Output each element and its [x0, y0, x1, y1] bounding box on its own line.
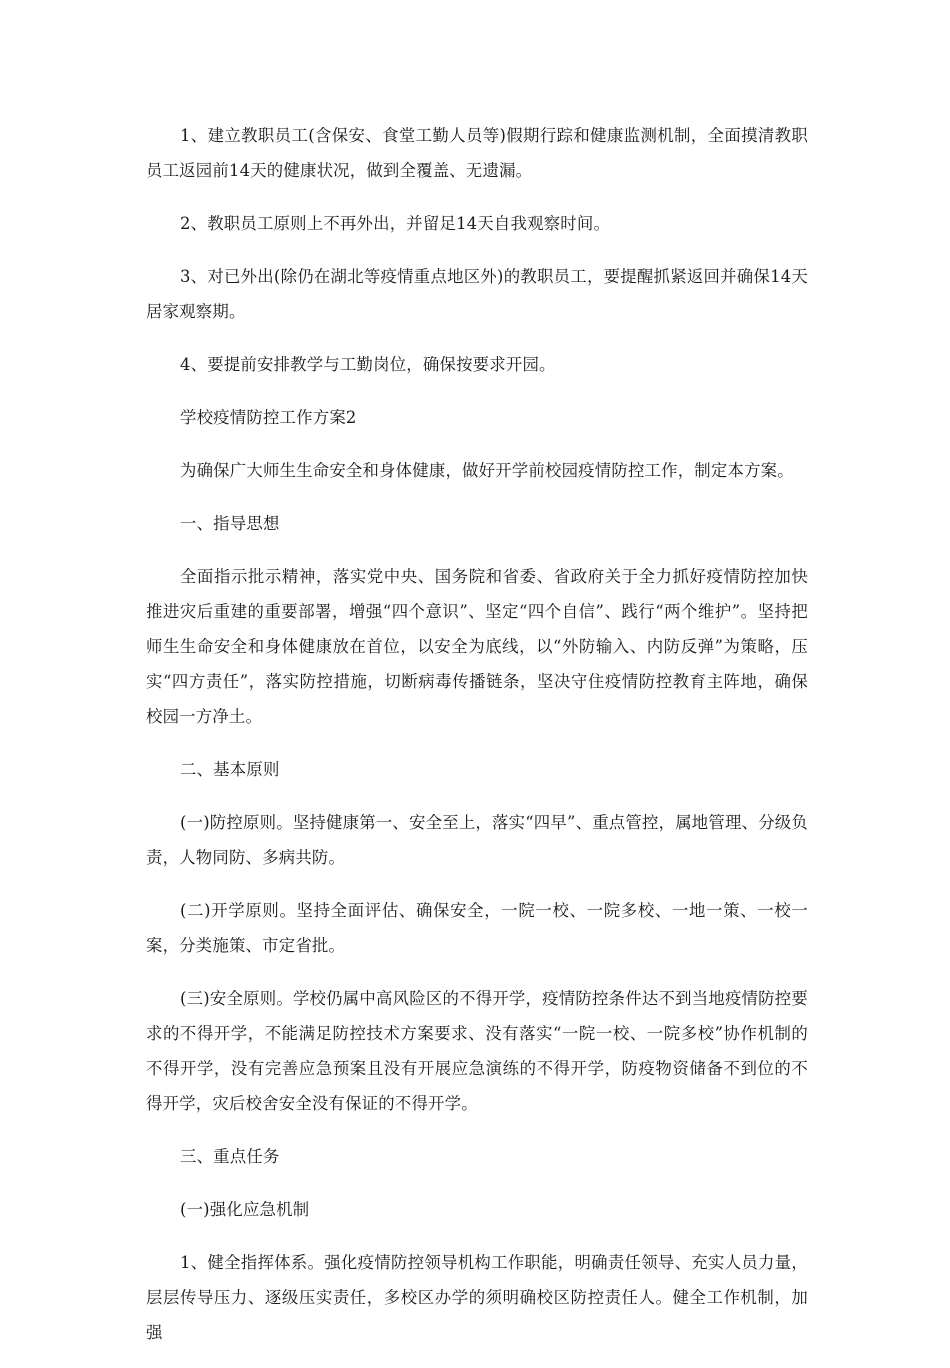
paragraph-return-quarantine: 3、对已外出(除仍在湖北等疫情重点地区外)的教职员工，要提醒抓紧返回并确保14天居家观察期。 [146, 267, 808, 321]
paragraph-purpose: 为确保广大师生生命安全和身体健康，做好开学前校园疫情防控工作，制定本方案。 [180, 461, 794, 480]
paragraph-guiding-thought: 全面指示批示精神，落实党中央、国务院和省委、省政府关于全力抓好疫情防控加快推进灾后重建的重要部署，增强“四个意识”、坚定“四个自信”、践行“两个维护”。坚持把师生生命安全和身体健康放在首位，以安全为底线，以“外防输入、内防反弹”为策略，压实“四方责任”，落实防控措施，切断病毒传播链条，坚决守住疫情防控教育主阵地，确保校园一方净土。 [146, 567, 808, 726]
subheading-emergency-mechanism: (一)强化应急机制 [180, 1200, 310, 1219]
section-title-plan-2: 学校疫情防控工作方案2 [180, 408, 357, 427]
heading-guiding-thought: 一、指导思想 [180, 514, 280, 533]
paragraph-safety-principle: (三)安全原则。学校仍属中高风险区的不得开学，疫情防控条件达不到当地疫情防控要求的不得开学，不能满足防控技术方案要求、没有落实“一院一校、一院多校”协作机制的不得开学，没有完善应急预案且没有开展应急演练的不得开学，防疫物资储备不到位的不得开学，灾后校舍安全没有保证的不得开学。 [146, 989, 808, 1113]
paragraph-opening-principle: (二)开学原则。坚持全面评估、确保安全，一院一校、一院多校、一地一策、一校一案，分类施策、市定省批。 [146, 901, 808, 955]
document-body [146, 118, 808, 1368]
heading-key-tasks: 三、重点任务 [180, 1147, 280, 1166]
paragraph-no-travel: 2、教职员工原则上不再外出，并留足14天自我观察时间。 [180, 214, 611, 233]
paragraph-staff-tracking: 1、建立教职员工(含保安、食堂工勤人员等)假期行踪和健康监测机制，全面摸清教职员工返园前14天的健康状况，做到全覆盖、无遗漏。 [146, 126, 808, 180]
heading-basic-principles: 二、基本原则 [180, 760, 280, 779]
paragraph-prevention-principle: (一)防控原则。坚持健康第一、安全至上，落实“四早”、重点管控，属地管理、分级负责，人物同防、多病共防。 [146, 813, 808, 867]
paragraph-command-system: 1、健全指挥体系。强化疫情防控领导机构工作职能，明确责任领导、充实人员力量，层层传导压力、逐级压实责任，多校区办学的须明确校区防控责任人。健全工作机制，加强 [146, 1253, 808, 1342]
paragraph-arrange-posts: 4、要提前安排教学与工勤岗位，确保按要求开园。 [180, 355, 556, 374]
